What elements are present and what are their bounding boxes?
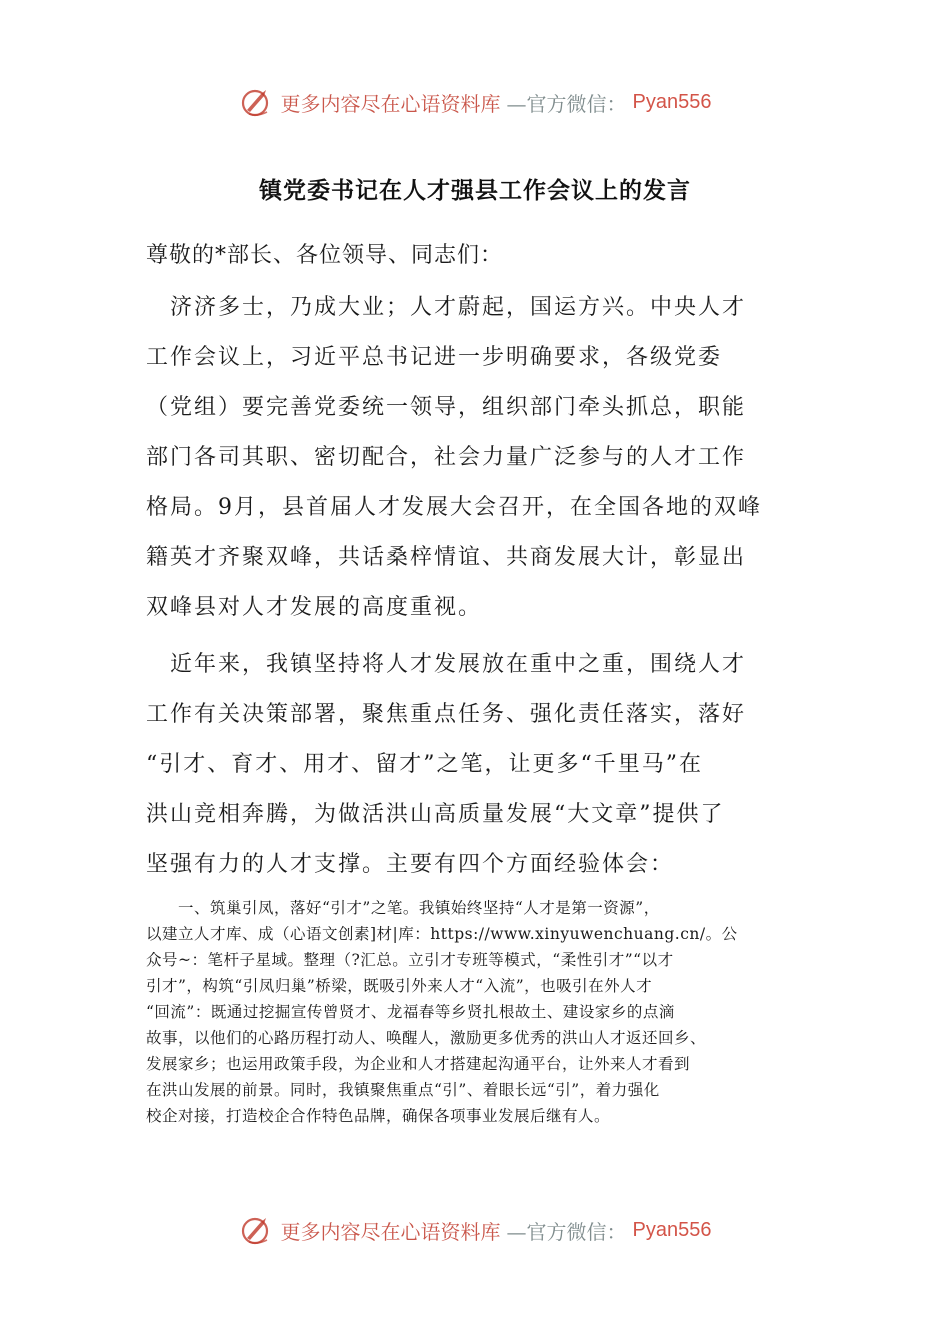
pen-logo-icon: [239, 1212, 275, 1248]
paragraph-line: 故事，以他们的心路历程打动人、唤醒人，激励更多优秀的洪山人才返还回乡、: [146, 1029, 707, 1047]
salutation: 尊敬的*部长、各位领导、同志们：: [146, 243, 504, 268]
paragraph-line: 籍英才齐聚双峰，共话桑梓情谊、共商发展大计，彰显出: [146, 545, 747, 570]
watermark-banner-inner: [239, 84, 712, 120]
paragraph-line: 部门各司其职、密切配合，社会力量广泛参与的人才工作: [146, 445, 747, 470]
paragraph-line: 引才”，构筑“引凤归巢”桥梁，既吸引外来人才“入流”，也吸引在外人才: [146, 977, 653, 995]
paragraph-line: 双峰县对人才发展的高度重视。: [146, 595, 483, 620]
document-title: 镇党委书记在人才强县工作会议上的发言: [259, 177, 691, 204]
paragraph-line: 一、筑巢引凤，落好“引才”之笔。我镇始终坚持“人才是第一资源”，: [146, 899, 660, 917]
paragraph-2: [146, 640, 806, 890]
watermark-red-text: 更多内容尽在心语资料库: [280, 1219, 501, 1244]
paragraph-line: 工作有关决策部署，聚焦重点任务、强化责任落实，落好: [146, 702, 747, 727]
watermark-wechat-id: Pyan556: [632, 90, 712, 113]
paragraph-line: （党组）要完善党委统一领导，组织部门牵头抓总，职能: [146, 395, 747, 420]
paragraph-1: [146, 283, 806, 633]
paragraph-line: 工作会议上，习近平总书记进一步明确要求，各级党委: [146, 345, 723, 370]
paragraph-line: 济济多士，乃成大业；人才蔚起，国运方兴。中央人才: [146, 295, 747, 320]
paragraph-line: “回流”：既通过挖掘宣传曾贤才、龙福春等乡贤扎根故土、建设家乡的点滴: [146, 1003, 675, 1021]
paragraph-line: 以建立人才库、成（心语文创素]材|库：https://www.xinyuwenchuang.cn/。公: [146, 925, 738, 943]
paragraph-line: 洪山竞相奔腾，为做活洪山高质量发展“大文章”提供了: [146, 802, 725, 827]
paragraph-line: 校企对接，打造校企合作特色品牌，确保各项事业发展后继有人。: [146, 1107, 611, 1125]
pen-logo-icon: [239, 84, 275, 120]
paragraph-line: 近年来，我镇坚持将人才发展放在重中之重，围绕人才: [146, 652, 747, 677]
watermark-banner-bottom: [0, 1210, 950, 1250]
paragraph-line: 在洪山发展的前景。同时，我镇聚焦重点“引”、着眼长远“引”，着力强化: [146, 1081, 660, 1099]
paragraph-line: 坚强有力的人才支撑。主要有四个方面经验体会：: [146, 852, 675, 877]
watermark-banner-inner: [239, 1212, 712, 1248]
watermark-grey-text: —官方微信：: [506, 91, 627, 116]
paragraph-line: “引才、育才、用才、留才”之笔，让更多“千里马”在: [146, 752, 703, 777]
watermark-grey-text: —官方微信：: [506, 1219, 627, 1244]
watermark-wechat-id: Pyan556: [632, 1218, 712, 1241]
watermark-red-text: 更多内容尽在心语资料库: [280, 91, 501, 116]
paragraph-line: 格局。9月，县首届人才发展大会召开，在全国各地的双峰: [146, 495, 762, 520]
watermark-banner-top: [0, 82, 950, 122]
paragraph-3: [146, 895, 808, 1129]
paragraph-line: 众号~：笔杆子星域。整理（?汇总。立引才专班等模式，“柔性引才”“以才: [146, 951, 674, 969]
paragraph-line: 发展家乡；也运用政策手段，为企业和人才搭建起沟通平台，让外来人才看到: [146, 1055, 691, 1073]
